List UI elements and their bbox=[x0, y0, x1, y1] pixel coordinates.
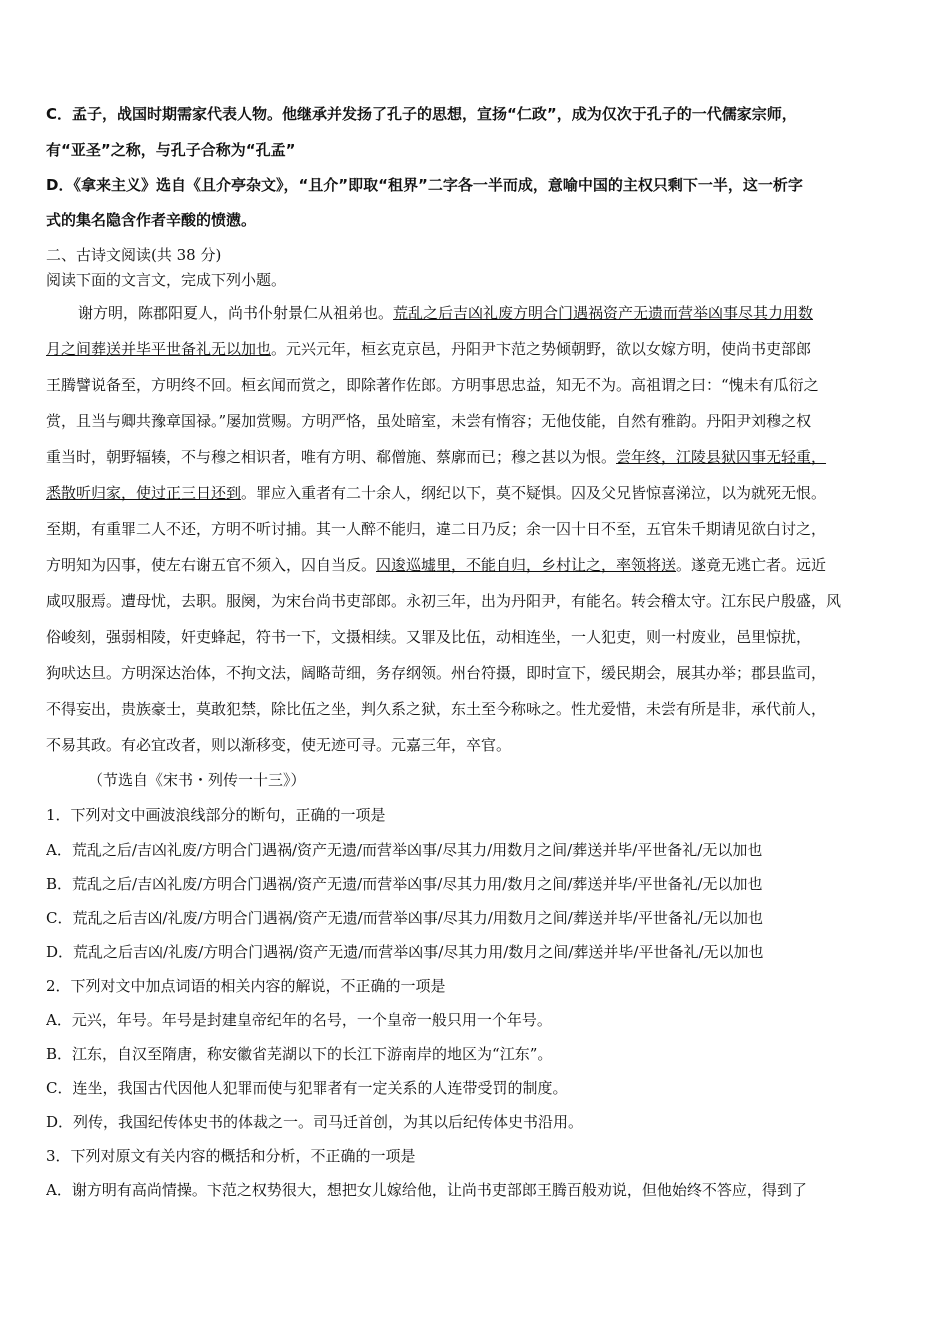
option-c-line-1: C．孟子，战国时期需家代表人物。他继承并发扬了孔子的思想，宣扬“仁政”，成为仅次于孔子的一代儒家宗师， bbox=[46, 105, 797, 123]
question-1-option-c: C．荒乱之后吉凶/礼废/方明合门遇祸/资产无遗/而营举凶事/尽其力/用数月之间/葬送并毕/平世备礼/无以加也 bbox=[46, 909, 763, 927]
passage-source: （节选自《宋书・列传一十三》） bbox=[88, 771, 306, 789]
passage-text: 。罪应入重者有二十余人，纲纪以下，莫不疑惧。囚及父兄皆惊喜涕泣，以为就死无恨。 bbox=[241, 484, 827, 502]
question-2: 2．下列对文中加点词语的相关内容的解说，不正确的一项是 bbox=[46, 977, 446, 995]
question-1-option-b: B．荒乱之后/吉凶礼废/方明合门遇祸/资产无遗/而营举凶事/尽其力用/数月之间/葬送并毕/平世备礼/无以加也 bbox=[46, 875, 763, 893]
passage-line: 不得妄出，贵族豪士，莫敢犯禁，除比伍之坐，判久系之狱，东土至今称咏之。性尤爱惜，未尝有所是非，承代前人， bbox=[46, 700, 827, 718]
wavy-underlined-text: 月之间葬送并毕平世备礼无以加也 bbox=[46, 340, 272, 358]
option-d-line-1: D．《拿来主义》选自《且介亭杂文》，“且介”即取“租界”二字各一半而成，意喻中国的主权只剩下一半，这一析字 bbox=[46, 176, 803, 194]
passage-line: 王腾譬说备至，方明终不回。桓玄闻而赏之，即除著作佐郎。方明事思忠益，知无不为。高祖谓之曰：“愧未有瓜衍之 bbox=[46, 376, 819, 394]
question-2-option-d: D．列传，我国纪传体史书的体裁之一。司马迁首创，为其以后纪传体史书沿用。 bbox=[46, 1113, 584, 1131]
passage-line: 赏，且当与卿共豫章国禄。”屡加赏赐。方明严恪，虽处暗室，未尝有惰容；无他伎能，自然有雅韵。丹阳尹刘穆之权 bbox=[46, 412, 812, 430]
passage-text: 。元兴元年，桓玄克京邑，丹阳尹卞范之势倾朝野，欲以女嫁方明，使尚书吏部郎 bbox=[271, 340, 812, 358]
passage-text: 方明知为囚事，使左右谢五官不须入，囚自当反。 bbox=[46, 556, 377, 574]
passage-line: 至期，有重罪二人不还，方明不听讨捕。其一人醉不能归，違二日乃反；余一囚十日不至，五官朱千期请见欲白讨之， bbox=[46, 520, 827, 538]
option-d-line-2: 式的集名隐含作者辛酸的愤懑。 bbox=[46, 211, 257, 229]
underlined-text: 悉散听归家，使过正三日还到 bbox=[46, 484, 242, 502]
question-2-option-c: C．连坐，我国古代因他人犯罪而使与犯罪者有一定关系的人连带受罚的制度。 bbox=[46, 1079, 568, 1097]
passage-line bbox=[78, 303, 940, 323]
question-1-option-d: D．荒乱之后吉凶/礼废/方明合门遇祸/资产无遗/而营举凶事/尽其力用/数月之间/葬送并毕/平世备礼/无以加也 bbox=[46, 943, 764, 961]
passage-line bbox=[46, 555, 908, 575]
passage-line bbox=[46, 447, 908, 467]
option-c-line-2: 有“亚圣”之称，与孔子合称为“孔孟” bbox=[46, 141, 296, 159]
passage-line: 俗峻刻，强弱相陵，奸吏蜂起，符书一下，文摄相续。又罪及比伍，动相连坐，一人犯吏，则一村废业，邑里惊扰， bbox=[46, 628, 812, 646]
question-2-option-a: A．元兴，年号。年号是封建皇帝纪年的名号，一个皇帝一般只用一个年号。 bbox=[46, 1011, 552, 1029]
question-3: 3．下列对原文有关内容的概括和分析，不正确的一项是 bbox=[46, 1147, 416, 1165]
underlined-text: 尝年终，江陵县狱囚事无轻重， bbox=[616, 448, 827, 466]
passage-text: 重当时，朝野辐辏，不与穆之相识者，唯有方明、郗僧施、蔡廓而已；穆之甚以为恨。 bbox=[46, 448, 617, 466]
passage-line: 咸叹服焉。遭母忧，去职。服阕，为宋台尚书吏部郎。永初三年，出为丹阳尹，有能名。转会稽太守。江东民户殷盛，风 bbox=[46, 592, 842, 610]
passage-text: 谢方明，陈郡阳夏人，尚书仆射景仁从祖弟也。 bbox=[78, 304, 394, 322]
underlined-text: 囚逡巡墟里，不能自归，乡村让之，率领将送 bbox=[376, 556, 677, 574]
question-2-option-b: B．江东，自汉至隋唐，称安徽省芜湖以下的长江下游南岸的地区为“江东”。 bbox=[46, 1045, 553, 1063]
passage-line bbox=[46, 339, 908, 359]
question-1: 1．下列对文中画波浪线部分的断句，正确的一项是 bbox=[46, 806, 386, 824]
passage-text: 。遂竟无逃亡者。远近 bbox=[676, 556, 827, 574]
passage-line bbox=[46, 483, 908, 503]
wavy-underlined-text: 荒乱之后吉凶礼废方明合门遇祸资产无遗而营举凶事尽其力用数 bbox=[393, 304, 814, 322]
question-3-option-a: A．谢方明有高尚情操。卞范之权势很大，想把女儿嫁给他，让尚书吏部郎王腾百般劝说，但他始终不答应，得到了 bbox=[46, 1181, 807, 1199]
passage-line: 不易其政。有必宜改者，则以渐移变，使无迹可寻。元嘉三年，卒官。 bbox=[46, 736, 512, 754]
question-1-option-a: A．荒乱之后/吉凶礼废/方明合门遇祸/资产无遗/而营举凶事/尽其力/用数月之间/葬送并毕/平世备礼/无以加也 bbox=[46, 841, 763, 859]
passage-line: 狗吠达旦。方明深达治体，不拘文法，阔略苛细，务存纲领。州台符摄，即时宣下，缓民期会，展其办举；郡县监司， bbox=[46, 664, 827, 682]
section-heading: 二、古诗文阅读(共 38 分) bbox=[46, 246, 222, 264]
section-instruction: 阅读下面的文言文，完成下列小题。 bbox=[46, 271, 287, 289]
